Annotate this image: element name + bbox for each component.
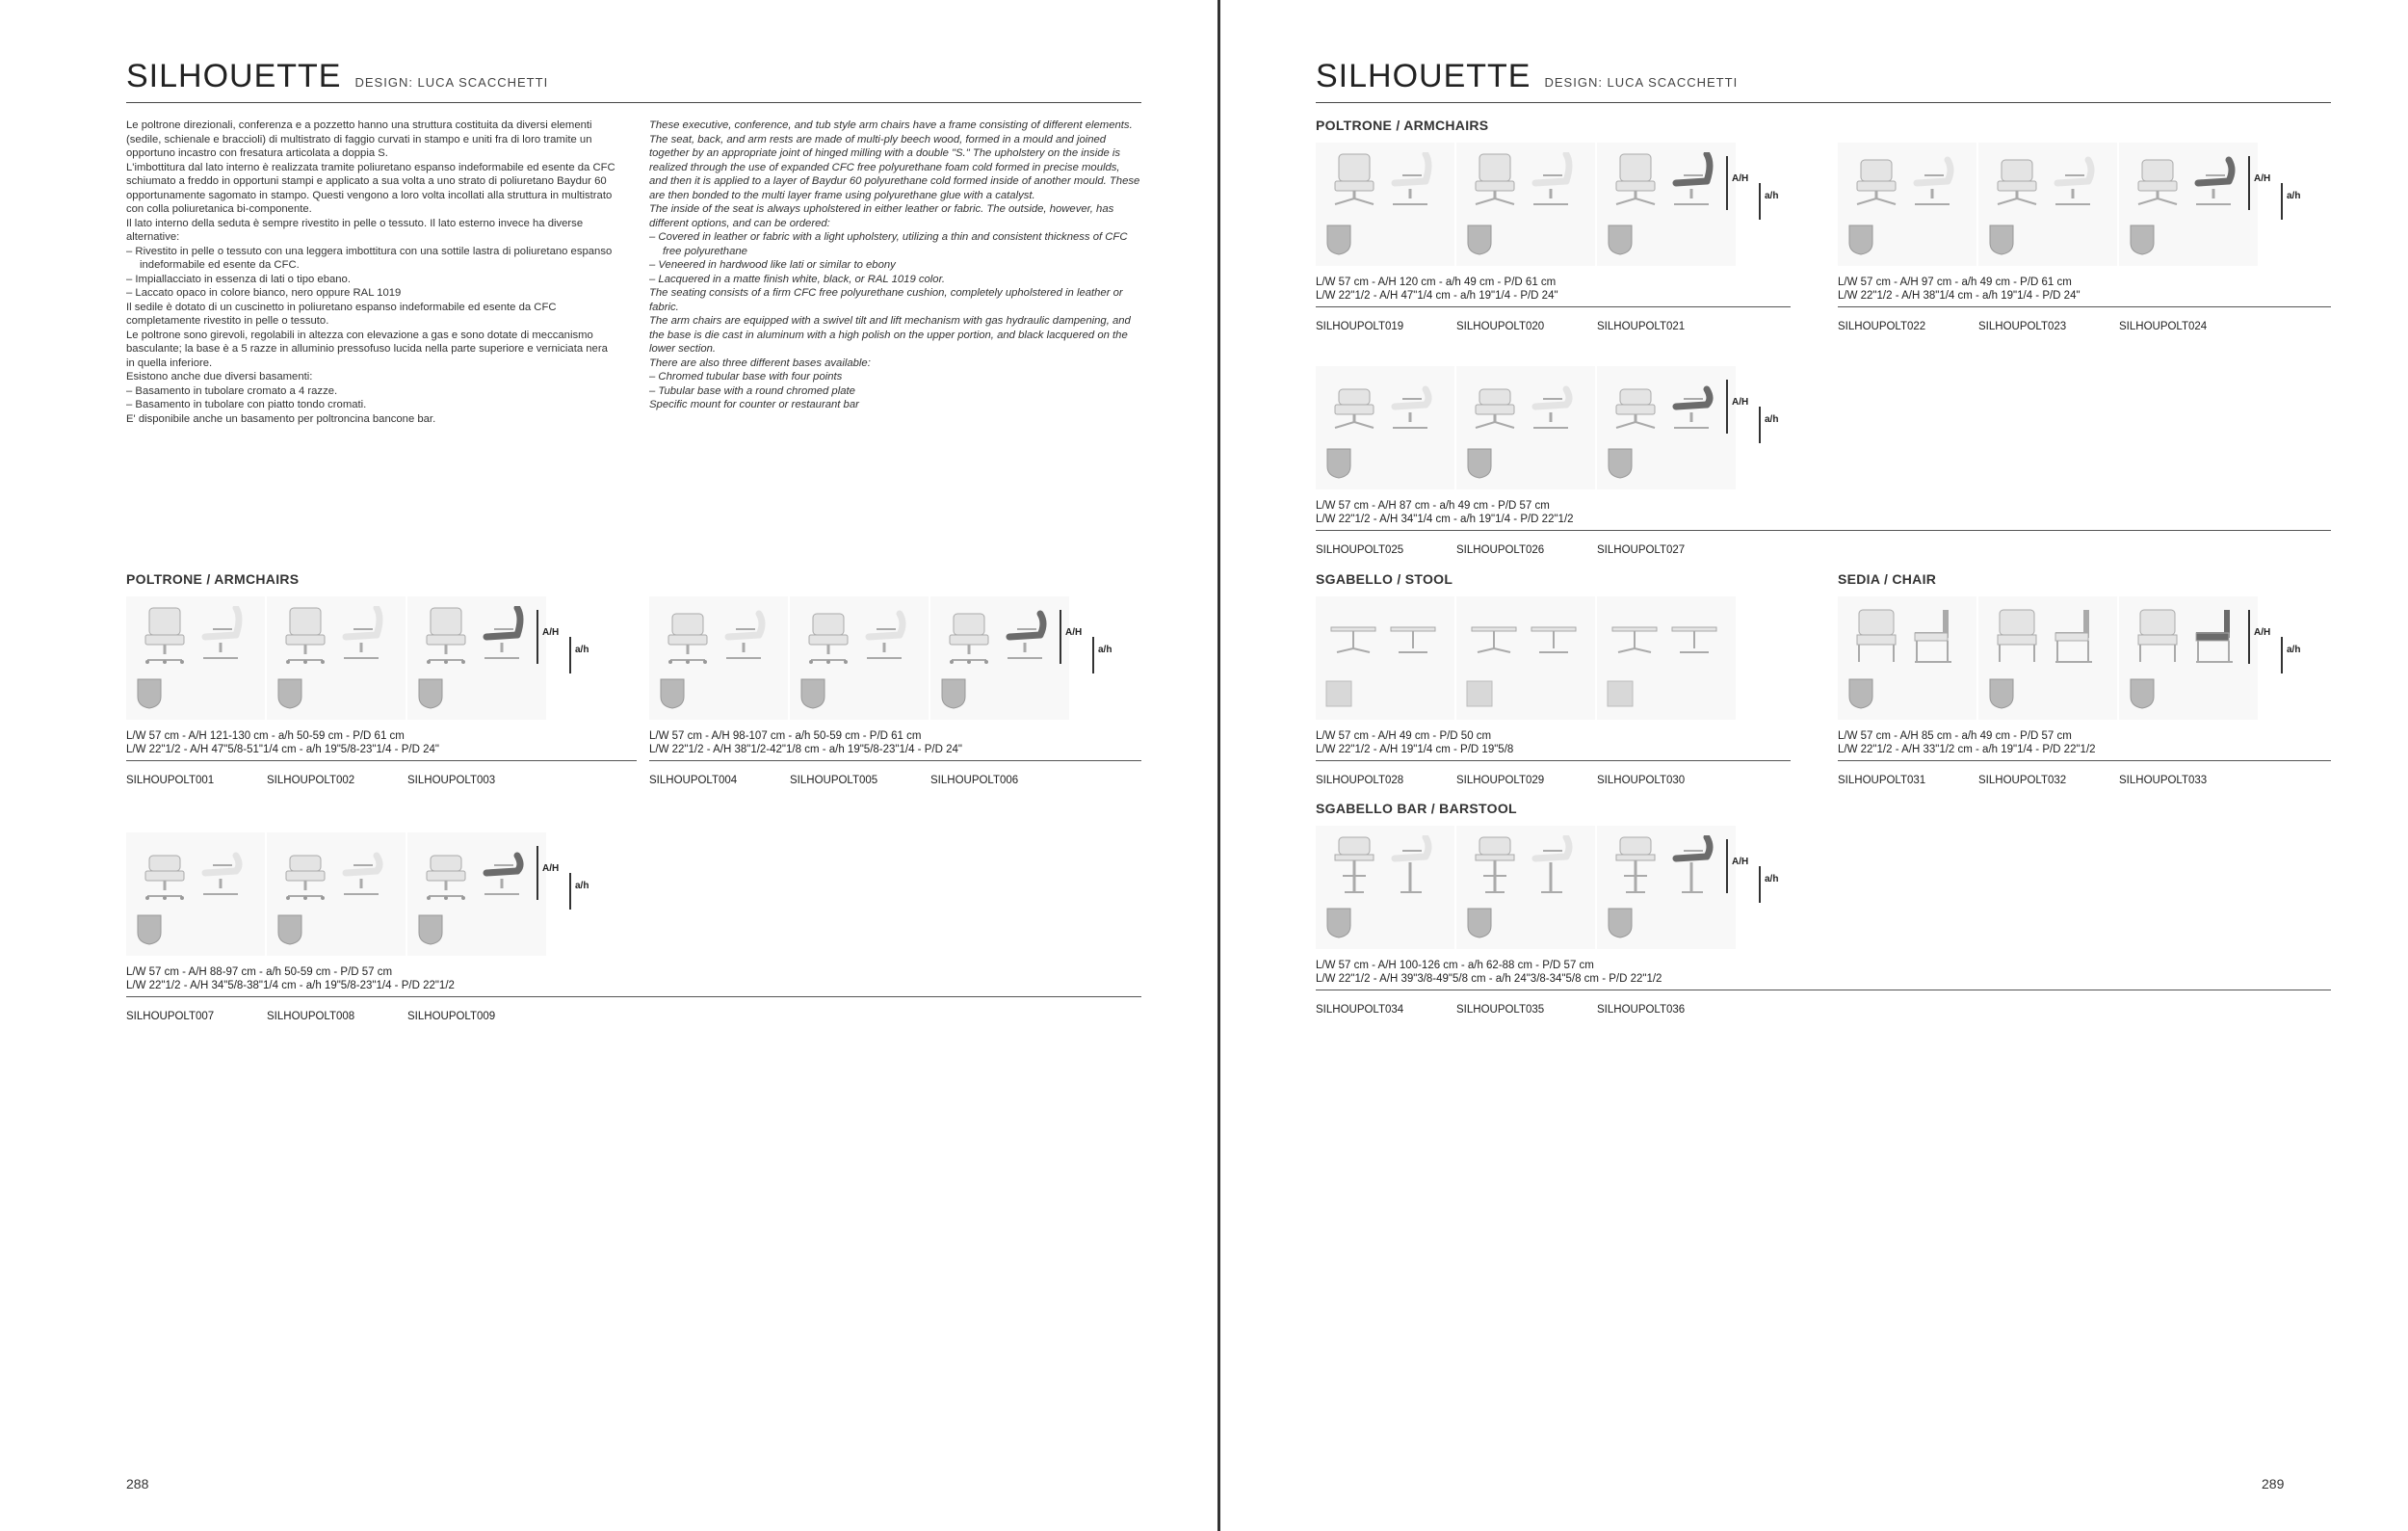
chair-front-view [1605, 152, 1666, 212]
chair-front-view [2127, 606, 2188, 666]
chair-back-view [657, 675, 688, 710]
dimensions-imperial: L/W 22"1/2 - A/H 34"1/4 cm - a/h 19"1/4 - P/D 22"1/2 [1316, 514, 1574, 525]
right-page [1220, 0, 2408, 1531]
chair-front-view [1464, 835, 1526, 895]
chair-back-view [134, 675, 165, 710]
divider [1316, 760, 1791, 761]
product-code[interactable]: SILHOUPOLT029 [1456, 775, 1545, 786]
section-title-armchairs: POLTRONE / ARMCHAIRS [1316, 118, 1489, 133]
list-item: – Covered in leather or fabric with a light upholstery, utilizing a thin and consistent thickness of CFC free polyurethane [649, 231, 1128, 257]
page-title: SILHOUETTE [126, 58, 342, 94]
dimensions-metric: L/W 57 cm - A/H 97 cm - a/h 49 cm - P/D 61 cm [1838, 277, 2072, 288]
page-number: 288 [126, 1476, 149, 1491]
height-label: A/H [1732, 857, 1749, 867]
seat-height-label: a/h [1098, 645, 1112, 655]
product-code[interactable]: SILHOUPOLT002 [267, 775, 355, 786]
height-label: A/H [1732, 397, 1749, 408]
product-code[interactable]: SILHOUPOLT027 [1597, 544, 1686, 556]
product-code[interactable]: SILHOUPOLT020 [1456, 321, 1545, 332]
product-codes [1316, 321, 1791, 336]
dimensions-imperial: L/W 22"1/2 - A/H 39"3/8-49"5/8 cm - a/h 24"3/8-34"5/8 cm - P/D 22"1/2 [1316, 973, 1662, 985]
chair-front-view [134, 842, 196, 902]
chair-front-view [1323, 152, 1385, 212]
chair-side-view [1664, 606, 1726, 666]
product-image[interactable] [267, 832, 406, 956]
paragraph: Le poltrone sono girevoli, regolabili in altezza con elevazione a gas e sono dotate di meccanismo basculante; la base è a 5 razze in alluminio pressofuso lucida nella parte superiore e verniciata nera in quella inferiore. [126, 329, 608, 369]
product-code[interactable]: SILHOUPOLT006 [930, 775, 1019, 786]
list-item: – Veneered in hardwood like lati or similar to ebony [649, 259, 896, 271]
dimensions-text [1316, 959, 2331, 986]
height-label: A/H [2254, 173, 2271, 184]
dimension-diagram [2248, 604, 2335, 672]
chair-back-view [134, 911, 165, 946]
dimensions-metric: L/W 57 cm - A/H 120 cm - a/h 49 cm - P/D 61 cm [1316, 277, 1557, 288]
product-images [1316, 826, 2331, 949]
dimensions-metric: L/W 57 cm - A/H 85 cm - a/h 49 cm - P/D 57 cm [1838, 730, 2072, 742]
product-group [649, 596, 1141, 790]
chair-side-view [334, 606, 396, 666]
height-line [537, 610, 538, 664]
chair-front-view [1323, 835, 1385, 895]
paragraph: Le poltrone direzionali, conferenza e a pozzetto hanno una struttura costituita da diversi elementi (sedile, schienale e braccioli) di multistrato di faggio curvati in stampo e uniti fra di loro tramite un opportuno incastro con fresatura articolata a doppia S. [126, 119, 592, 159]
paragraph: E' disponibile anche un basamento per poltroncina bancone bar. [126, 412, 436, 425]
chair-front-view [1845, 152, 1907, 212]
product-code[interactable]: SILHOUPOLT035 [1456, 1004, 1545, 1016]
product-images [1316, 143, 1791, 266]
dimension-diagram [2248, 150, 2335, 218]
product-codes [126, 1011, 1141, 1026]
product-image[interactable] [126, 596, 265, 720]
product-group [1838, 143, 2331, 336]
divider [1316, 530, 2331, 531]
chair-back-view [1464, 905, 1495, 939]
dimensions-metric: L/W 57 cm - A/H 121-130 cm - a/h 50-59 cm - P/D 61 cm [126, 730, 405, 742]
product-image[interactable] [1316, 366, 1454, 489]
chair-back-view [2127, 222, 2158, 256]
chair-back-view [1605, 222, 1636, 256]
chair-back-view [1986, 222, 2017, 256]
dimensions-text [126, 729, 637, 756]
product-image[interactable] [2119, 596, 2258, 720]
dimensions-text [1838, 729, 2331, 756]
product-image[interactable] [649, 596, 788, 720]
chair-side-view [2186, 152, 2248, 212]
chair-back-view [1605, 445, 1636, 480]
divider [649, 760, 1141, 761]
height-line [1726, 839, 1728, 893]
dimensions-text [1316, 729, 1791, 756]
product-codes [1838, 321, 2331, 336]
chair-side-view [1905, 152, 1967, 212]
section-title-armchairs: POLTRONE / ARMCHAIRS [126, 571, 300, 587]
english-description [649, 119, 1140, 412]
dimensions-metric: L/W 57 cm - A/H 49 cm - P/D 50 cm [1316, 730, 1492, 742]
dimension-diagram [1726, 833, 1813, 901]
chair-front-view [1605, 835, 1666, 895]
height-label: A/H [2254, 627, 2271, 638]
dimensions-imperial: L/W 22"1/2 - A/H 47"5/8-51"1/4 cm - a/h 19"5/8-23"1/4 - P/D 24" [126, 744, 439, 755]
chair-back-view [1605, 675, 1636, 710]
paragraph: Il sedile è dotato di un cuscinetto in poliuretano espanso indeformabile ed esente da CFC completamente rivestito in pelle o tessuto. [126, 301, 557, 327]
designer-credit: DESIGN: LUCA SCACCHETTI [354, 75, 549, 90]
product-image[interactable] [1978, 596, 2117, 720]
chair-back-view [1323, 222, 1354, 256]
chair-back-view [415, 675, 446, 710]
list-item: – Basamento in tubolare con piatto tondo cromati. [126, 399, 367, 410]
chair-side-view [2186, 606, 2248, 666]
divider [1838, 306, 2331, 307]
chair-back-view [1464, 222, 1495, 256]
paragraph: Esistono anche due diversi basamenti: [126, 371, 313, 383]
height-line [1726, 156, 1728, 210]
product-group [1316, 366, 2331, 560]
product-images [126, 832, 1141, 956]
product-code[interactable]: SILHOUPOLT021 [1597, 321, 1686, 332]
dimensions-metric: L/W 57 cm - A/H 87 cm - a/h 49 cm - P/D 57 cm [1316, 500, 1550, 512]
chair-front-view [1323, 606, 1385, 666]
chair-front-view [1605, 606, 1666, 666]
chair-front-view [1845, 606, 1907, 666]
product-group [1316, 596, 1791, 790]
chair-front-view [1605, 376, 1666, 436]
seat-height-label: a/h [2287, 645, 2301, 655]
product-image[interactable] [790, 596, 929, 720]
list-item: – Basamento in tubolare cromato a 4 razze. [126, 384, 338, 397]
height-line [537, 846, 538, 900]
dimensions-metric: L/W 57 cm - A/H 88-97 cm - a/h 50-59 cm - P/D 57 cm [126, 966, 393, 978]
section-title-barstool: SGABELLO BAR / BARSTOOL [1316, 801, 1517, 816]
chair-front-view [415, 606, 477, 666]
seat-height-line [1759, 866, 1761, 903]
list-item: – Impiallacciato in essenza di lati o tipo ebano. [126, 273, 351, 285]
chair-front-view [1323, 376, 1385, 436]
paragraph: The inside of the seat is always upholstered in either leather or fabric. The outside, however, has different options, and can be ordered: [649, 203, 1114, 229]
product-code[interactable]: SILHOUPOLT030 [1597, 775, 1686, 786]
chair-side-view [857, 606, 919, 666]
product-code[interactable]: SILHOUPOLT001 [126, 775, 215, 786]
chair-side-view [1664, 376, 1726, 436]
product-code[interactable]: SILHOUPOLT005 [790, 775, 878, 786]
product-image[interactable] [267, 596, 406, 720]
chair-front-view [1464, 376, 1526, 436]
product-image[interactable] [1316, 826, 1454, 949]
chair-front-view [1464, 152, 1526, 212]
product-code[interactable]: SILHOUPOLT025 [1316, 544, 1404, 556]
product-code[interactable]: SILHOUPOLT003 [407, 775, 496, 786]
dimension-diagram [537, 840, 623, 908]
dimension-diagram [1726, 150, 1813, 218]
product-images [1316, 596, 1791, 720]
product-code[interactable]: SILHOUPOLT032 [1978, 775, 2067, 786]
chair-front-view [938, 606, 1000, 666]
list-item: – Rivestito in pelle o tessuto con una leggera imbottitura con una sottile lastra di poliuretano espanso indeformabile ed esente da CFC. [126, 245, 613, 271]
product-image[interactable] [1597, 826, 1736, 949]
dimensions-imperial: L/W 22"1/2 - A/H 19"1/4 cm - P/D 19"5/8 [1316, 744, 1514, 755]
dimensions-text [649, 729, 1141, 756]
chair-back-view [275, 675, 305, 710]
chair-back-view [1464, 675, 1495, 710]
dimensions-text [1838, 276, 2331, 303]
product-image[interactable] [1456, 366, 1595, 489]
dimensions-imperial: L/W 22"1/2 - A/H 47"1/4 cm - a/h 19"1/4 - P/D 24" [1316, 290, 1558, 302]
paragraph: These executive, conference, and tub style arm chairs have a frame consisting of different elements. The seat, back, and arm rests are made of multi-ply beech wood, formed in a mould and joined together by an appropriate joint of hinged milling with a double "S." The upholstery on the inside is realized through the use of expanded CFC free polyurethane foam cold formed in precise moulds, and then it is applied to a layer of Baydur 60 polyurethane cold formed inside of another mould. These are then bonded to the multi layer frame using polyurethane glue with a catalyst. [649, 119, 1140, 201]
product-image[interactable] [1456, 596, 1595, 720]
page-header [126, 58, 1141, 103]
product-code[interactable]: SILHOUPOLT033 [2119, 775, 2208, 786]
product-image[interactable] [1316, 143, 1454, 266]
chair-front-view [1986, 152, 2048, 212]
designer-credit: DESIGN: LUCA SCACCHETTI [1544, 75, 1739, 90]
chair-side-view [998, 606, 1060, 666]
italian-description [126, 119, 617, 426]
product-code[interactable]: SILHOUPOLT036 [1597, 1004, 1686, 1016]
chair-front-view [275, 606, 336, 666]
chair-side-view [1664, 152, 1726, 212]
product-image[interactable] [1456, 826, 1595, 949]
product-image[interactable] [1456, 143, 1595, 266]
dimensions-imperial: L/W 22"1/2 - A/H 38"1/2-42"1/8 cm - a/h 19"5/8-23"1/4 - P/D 24" [649, 744, 962, 755]
page-number: 289 [2262, 1476, 2285, 1491]
product-image[interactable] [1838, 596, 1976, 720]
chair-back-view [1845, 222, 1876, 256]
product-codes [1316, 544, 2331, 560]
seat-height-line [2281, 183, 2283, 220]
dimensions-metric: L/W 57 cm - A/H 98-107 cm - a/h 50-59 cm - P/D 61 cm [649, 730, 922, 742]
dimensions-imperial: L/W 22"1/2 - A/H 33"1/2 cm - a/h 19"1/4 - P/D 22"1/2 [1838, 744, 2096, 755]
chair-back-view [798, 675, 828, 710]
product-code[interactable]: SILHOUPOLT024 [2119, 321, 2208, 332]
chair-side-view [1524, 152, 1585, 212]
paragraph: Specific mount for counter or restaurant bar [649, 399, 859, 410]
product-code[interactable]: SILHOUPOLT023 [1978, 321, 2067, 332]
product-image[interactable] [1838, 143, 1976, 266]
chair-side-view [717, 606, 778, 666]
height-line [2248, 156, 2250, 210]
product-images [1316, 366, 2331, 489]
list-item: – Tubular base with a round chromed plate [649, 384, 855, 397]
seat-height-line [569, 873, 571, 910]
chair-side-view [1664, 835, 1726, 895]
product-group [126, 596, 637, 790]
product-code[interactable]: SILHOUPOLT008 [267, 1011, 355, 1022]
product-code[interactable]: SILHOUPOLT026 [1456, 544, 1545, 556]
seat-height-label: a/h [1765, 414, 1779, 425]
seat-height-label: a/h [1765, 191, 1779, 201]
chair-side-view [194, 842, 255, 902]
dimensions-text [126, 965, 1141, 992]
section-title-chair: SEDIA / CHAIR [1838, 571, 1937, 587]
product-image[interactable] [1978, 143, 2117, 266]
paragraph: L'imbottitura dal lato interno è realizzata tramite poliuretano espanso indeformabile ed esente da CFC schiumato a freddo in opportuni stampi e applicato a sua volta a uno strato di poliuretano Baydur 60 opportunamente sagomato in stampo. Questi vengono a loro volta incollati alla struttura in multistrato con colla poliuretanica bi-componente. [126, 161, 615, 215]
divider [1838, 760, 2331, 761]
dimension-diagram [1060, 604, 1146, 672]
dimensions-text [1316, 276, 1791, 303]
seat-height-line [1092, 637, 1094, 673]
chair-back-view [1464, 445, 1495, 480]
chair-side-view [1524, 606, 1585, 666]
dimensions-imperial: L/W 22"1/2 - A/H 34"5/8-38"1/4 cm - a/h 19"5/8-23"1/4 - P/D 22"1/2 [126, 980, 455, 991]
chair-front-view [657, 606, 719, 666]
paragraph: The seating consists of a firm CFC free polyurethane cushion, completely upholstered in leather or fabric. [649, 287, 1123, 313]
product-codes [1316, 775, 1791, 790]
chair-side-view [1383, 152, 1445, 212]
product-code[interactable]: SILHOUPOLT009 [407, 1011, 496, 1022]
product-image[interactable] [126, 832, 265, 956]
chair-back-view [1323, 445, 1354, 480]
chair-back-view [415, 911, 446, 946]
product-codes [1838, 775, 2331, 790]
seat-height-label: a/h [2287, 191, 2301, 201]
chair-side-view [1524, 376, 1585, 436]
chair-front-view [1986, 606, 2048, 666]
chair-side-view [475, 842, 537, 902]
product-image[interactable] [1597, 143, 1736, 266]
product-code[interactable]: SILHOUPOLT007 [126, 1011, 215, 1022]
dimension-diagram [537, 604, 623, 672]
chair-back-view [938, 675, 969, 710]
dimensions-imperial: L/W 22"1/2 - A/H 38"1/4 cm - a/h 19"1/4 - P/D 24" [1838, 290, 2081, 302]
height-label: A/H [1065, 627, 1083, 638]
list-item: – Chromed tubular base with four points [649, 371, 843, 383]
divider [126, 760, 637, 761]
product-code[interactable]: SILHOUPOLT028 [1316, 775, 1404, 786]
product-image[interactable] [1597, 596, 1736, 720]
height-label: A/H [1732, 173, 1749, 184]
paragraph: The arm chairs are equipped with a swivel tilt and lift mechanism with gas hydraulic dampening, and the base is die cast in aluminum with a high polish on the upper portion, and black lacquered on the lower section. [649, 315, 1131, 355]
product-code[interactable]: SILHOUPOLT004 [649, 775, 738, 786]
product-code[interactable]: SILHOUPOLT031 [1838, 775, 1926, 786]
chair-front-view [2127, 152, 2188, 212]
product-images [649, 596, 1141, 720]
product-group [1838, 596, 2331, 790]
page-header [1316, 58, 2331, 103]
chair-side-view [1383, 376, 1445, 436]
product-images [126, 596, 637, 720]
dimensions-text [1316, 499, 2331, 526]
chair-back-view [2127, 675, 2158, 710]
chair-back-view [1605, 905, 1636, 939]
chair-side-view [1524, 835, 1585, 895]
paragraph: Il lato interno della seduta è sempre rivestito in pelle o tessuto. Il lato esterno invece ha diverse alternative: [126, 217, 584, 243]
product-group [1316, 826, 2331, 1019]
product-images [1838, 143, 2331, 266]
product-images [1838, 596, 2331, 720]
product-group [1316, 143, 1791, 336]
seat-height-label: a/h [1765, 874, 1779, 884]
dimension-diagram [1726, 374, 1813, 441]
height-line [2248, 610, 2250, 664]
product-image[interactable] [1316, 596, 1454, 720]
seat-height-label: a/h [575, 881, 589, 891]
dimensions-metric: L/W 57 cm - A/H 100-126 cm - a/h 62-88 cm - P/D 57 cm [1316, 960, 1594, 971]
chair-side-view [334, 842, 396, 902]
chair-side-view [1383, 606, 1445, 666]
chair-front-view [415, 842, 477, 902]
product-image[interactable] [407, 832, 546, 956]
list-item: – Lacquered in a matte finish white, black, or RAL 1019 color. [649, 273, 946, 285]
paragraph: There are also three different bases available: [649, 356, 871, 369]
height-line [1726, 380, 1728, 434]
seat-height-line [569, 637, 571, 673]
chair-back-view [1845, 675, 1876, 710]
product-group [126, 832, 1141, 1026]
product-image[interactable] [407, 596, 546, 720]
product-codes [1316, 1004, 2331, 1019]
chair-front-view [1464, 606, 1526, 666]
product-code[interactable]: SILHOUPOLT019 [1316, 321, 1404, 332]
chair-back-view [1323, 905, 1354, 939]
product-codes [649, 775, 1141, 790]
chair-back-view [1986, 675, 2017, 710]
chair-front-view [798, 606, 859, 666]
seat-height-line [2281, 637, 2283, 673]
height-line [1060, 610, 1061, 664]
chair-back-view [275, 911, 305, 946]
seat-height-line [1759, 183, 1761, 220]
product-code[interactable]: SILHOUPOLT022 [1838, 321, 1926, 332]
chair-side-view [2046, 606, 2107, 666]
product-image[interactable] [930, 596, 1069, 720]
product-codes [126, 775, 637, 790]
chair-back-view [1323, 675, 1354, 710]
product-image[interactable] [2119, 143, 2258, 266]
product-code[interactable]: SILHOUPOLT034 [1316, 1004, 1404, 1016]
section-title-stool: SGABELLO / STOOL [1316, 571, 1453, 587]
divider [126, 996, 1141, 997]
list-item: – Laccato opaco in colore bianco, nero oppure RAL 1019 [126, 287, 402, 299]
seat-height-line [1759, 407, 1761, 443]
chair-front-view [275, 842, 336, 902]
chair-side-view [1905, 606, 1967, 666]
divider [1316, 306, 1791, 307]
height-label: A/H [542, 863, 560, 874]
page-title: SILHOUETTE [1316, 58, 1531, 94]
chair-front-view [134, 606, 196, 666]
height-label: A/H [542, 627, 560, 638]
chair-side-view [475, 606, 537, 666]
chair-side-view [1383, 835, 1445, 895]
product-image[interactable] [1597, 366, 1736, 489]
seat-height-label: a/h [575, 645, 589, 655]
chair-side-view [194, 606, 255, 666]
chair-side-view [2046, 152, 2107, 212]
